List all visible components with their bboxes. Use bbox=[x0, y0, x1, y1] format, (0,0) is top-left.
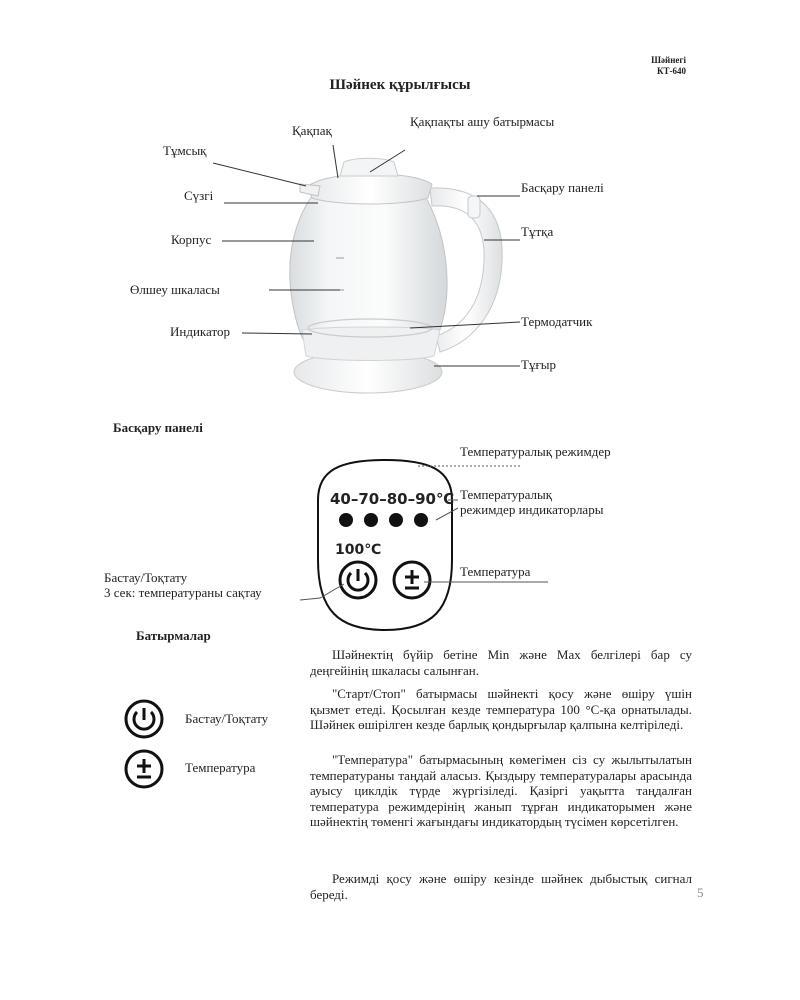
label-lid: Қақпақ bbox=[292, 123, 332, 138]
page-title: Шәйнек құрылғысы bbox=[329, 77, 471, 93]
power-icon bbox=[126, 701, 162, 737]
label-control-panel: Басқару панелі bbox=[521, 180, 604, 195]
label-thermo: Термодатчик bbox=[521, 314, 593, 329]
label-temperature: Температура bbox=[460, 564, 531, 579]
header-product-name: Шәйнегі bbox=[651, 55, 686, 65]
label-start-stop-line2: 3 сек: температураны сақтау bbox=[104, 585, 262, 600]
buttons-heading: Батырмалар bbox=[136, 628, 211, 643]
panel-temp-modes-text: 40–70–80–90℃ bbox=[330, 490, 455, 508]
label-spout: Тұмсық bbox=[163, 143, 207, 158]
panel-boil-text: 100℃ bbox=[335, 542, 382, 558]
label-scale: Өлшеу шкаласы bbox=[130, 282, 220, 297]
label-temp-modes: Температуралық режимдер bbox=[460, 444, 611, 459]
page-number: 5 bbox=[697, 885, 704, 900]
header-model: КТ-640 bbox=[656, 66, 686, 76]
button-legend-temperature: Температура bbox=[185, 760, 256, 775]
paragraph-start-stop: "Старт/Стоп" батырмасы шәйнекті қосу және өшіру үшін қызмет етеді. Қосылған кезде температура 100 °С-қа орнатылады. Шәйнек өшірілген кезде барлық қондырғылар қалпына келтіріледі. bbox=[310, 686, 692, 732]
label-handle: Тұтқа bbox=[521, 224, 554, 239]
label-start-stop-line1: Бастау/Тоқтату bbox=[104, 570, 188, 585]
label-lid-button: Қақпақты ашу батырмасы bbox=[410, 114, 555, 129]
plus-minus-icon bbox=[126, 751, 162, 787]
label-temp-indicators-line2: режимдер индикаторлары bbox=[460, 502, 604, 517]
paragraph-temperature: "Температура" батырмасының көмегімен сіз су жылытылатын температураны таңдай аласыз. Қыздыру температуралары арасында ауысу циклдік түрде жүргізіледі. Қазіргі уақытта таңдалған температура режимдерінің жанып тұрған индикаторымен және шәйнектің төменгі жағындағы индикатордың түсімен көрсетілген. bbox=[310, 752, 692, 829]
paragraph-sound: Режимді қосу және өшіру кезінде шәйнек дыбыстық сигнал береді. bbox=[310, 871, 692, 902]
label-base: Тұғыр bbox=[521, 357, 557, 372]
label-filter: Сүзгі bbox=[184, 188, 214, 203]
label-temp-indicators-line1: Температуралық bbox=[460, 487, 553, 502]
button-legend-start-stop: Бастау/Тоқтату bbox=[185, 711, 269, 726]
label-indicator: Индикатор bbox=[170, 324, 230, 339]
paragraph-scale: Шәйнектің бүйір бетіне Min және Max белгілері бар су деңгейінің шкаласы салынған. bbox=[310, 647, 692, 678]
label-body: Корпус bbox=[171, 232, 212, 247]
control-panel-heading: Басқару панелі bbox=[113, 420, 203, 435]
